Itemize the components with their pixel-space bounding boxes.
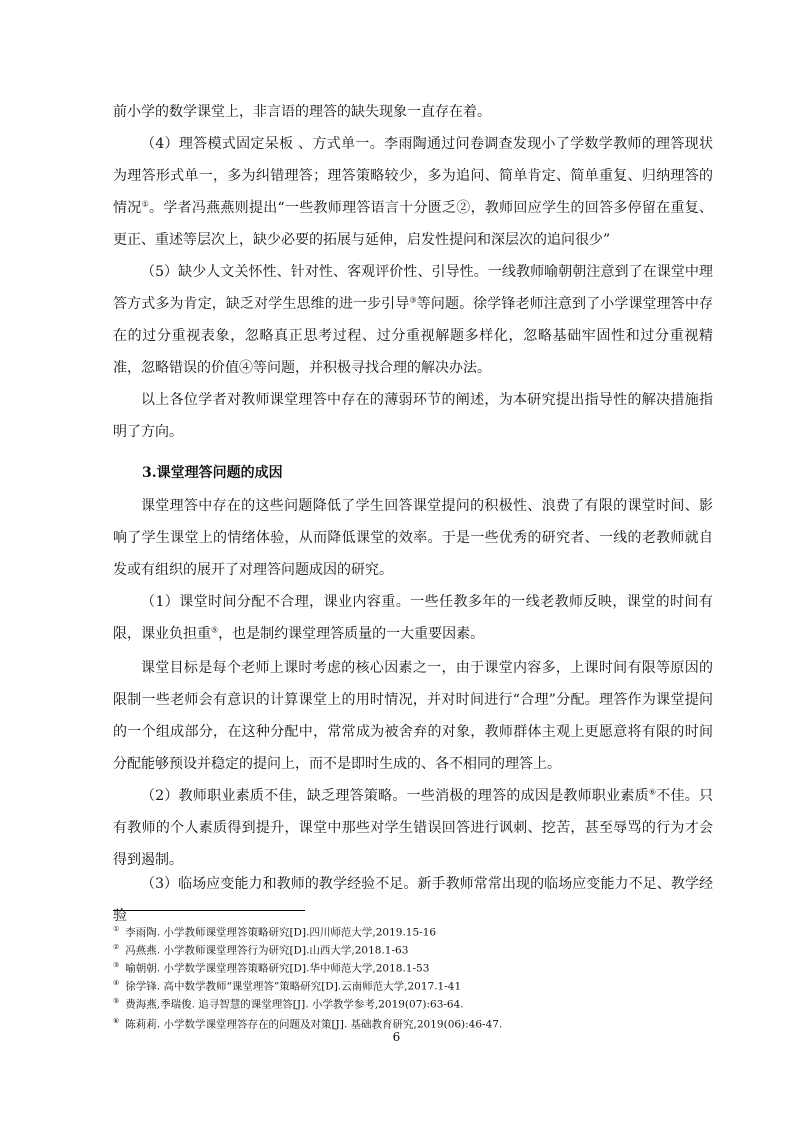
footnote-mark: ⑤ (113, 997, 120, 1005)
paragraph-text: 课堂目标是每个老师上课时考虑的核心因素之一，由于课堂内容多，上课时间有限等原因的限制一些老师会有意识的计算课堂上的用时情况，并对时间进行“合理”分配。理答作为课堂提问的一个组成部分，在这种分配中，常常成为被舍弃的对象，教师群体主观上更愿意将有限的时间分配能够预设并稳定的提问上，而不是即时生成的、各不相同的理答上。 (113, 660, 713, 772)
footnote-text: 费海燕,季瑞俊. 追寻智慧的课堂理答[J]. 小学教学参考,2019(07):63-64. (125, 998, 464, 1011)
paragraph-text: 。学者冯燕燕则提出“一些教师理答语言十分匮乏②，教师回应学生的回答多停留在重复、更正、重述等层次上，缺少必要的拓展与延伸，启发性提问和深层次的追问很少” (113, 200, 714, 248)
footnote-reference[interactable]: ⑤ (211, 625, 219, 635)
paragraph-text: ，也是制约课堂理答质量的一大重要因素。 (218, 626, 485, 642)
paragraph-text: 以上各位学者对教师课堂理答中存在的薄弱环节的阐述，为本研究提出指导性的解决措施指明了方向。 (113, 392, 713, 440)
body-paragraph (113, 490, 713, 586)
body-paragraph (113, 96, 713, 128)
footnote-reference[interactable]: ③ (409, 295, 417, 305)
body-paragraph (113, 652, 713, 780)
footnote-reference[interactable]: ⑥ (648, 787, 657, 797)
footnote-text: 徐学锋. 高中数学教师“课堂理答”策略研究[D].云南师范大学,2017.1-41 (125, 980, 462, 993)
paragraph-text: （2）教师职业素质不佳，缺乏理答策略。一些消极的理答的成因是教师职业素质 (141, 788, 649, 804)
footnote-mark: ④ (113, 979, 120, 987)
paragraph-text: （3）临场应变能力和教师的教学经验不足。新手教师常常出现的临场应变能力不足、教学经验 (113, 876, 713, 924)
footnote (113, 992, 464, 1014)
paragraph-text: 前小学的数学课堂上，非言语的理答的缺失现象一直存在着。 (113, 104, 491, 120)
section-heading: 3.课堂理答问题的成因 (142, 465, 283, 481)
footnote-mark: ⑥ (113, 1017, 120, 1025)
footnote-text: 冯燕燕. 小学教师课堂理答行为研究[D].山西大学,2018.1-63 (125, 944, 409, 957)
footnote-divider (113, 910, 305, 911)
body-paragraph (113, 128, 713, 256)
paragraph-text: （1）课堂时间分配不合理，课业内容重。一些任教多年的一线老教师反映，课堂的时间有限，课业负担重 (113, 594, 713, 642)
footnote-text: 喻朝朝. 小学数学课堂理答策略研究[D].华中师范大学,2018.1-53 (125, 962, 430, 975)
paragraph-text: （4）理答模式固定呆板 、方式单一。李雨陶通过问卷调查发现小了学数学教师的理答现状为理答形式单一，多为纠错理答；理答策略较少，多为追问、简单肯定、简单重复、归纳理答的情况 (113, 136, 713, 216)
paragraph-text: 不佳。只有教师的个人素质得到提升，课堂中那些对学生错误回答进行讽刺、挖苦，甚至辱骂的行为才会得到遏制。 (113, 788, 714, 868)
body-paragraph (113, 586, 713, 650)
footnote-reference[interactable]: ① (141, 199, 150, 209)
footnote-mark: ② (113, 943, 120, 951)
footnote-mark: ① (113, 925, 120, 933)
footnote-text: 陈莉莉. 小学数学课堂理答存在的问题及对策[J]. 基础教育研究,2019(06):46-47. (125, 1018, 503, 1031)
footnote-text: 李雨陶. 小学教师课堂理答策略研究[D].四川师范大学,2019.15-16 (125, 926, 437, 939)
paragraph-text: 课堂理答中存在的这些问题降低了学生回答课堂提问的积极性、浪费了有限的课堂时间、影响了学生课堂上的情绪体验，从而降低课堂的效率。于是一些优秀的研究者、一线的老教师就自发或有组织的展开了对理答问题成因的研究。 (113, 498, 713, 578)
body-paragraph (113, 256, 713, 384)
paragraph-text: 等问题。徐学锋老师注意到了小学课堂理答中存在的过分重视表象，忽略真正思考过程、过分重视解题多样化，忽略基础牢固性和过分重视精准，忽略错误的价值④等问题，并积极寻找合理的解决办法。 (113, 296, 714, 376)
page-number: 6 (392, 1030, 401, 1044)
body-paragraph (113, 384, 713, 448)
body-paragraph (113, 780, 713, 876)
paragraph-text: （5）缺少人文关怀性、针对性、客观评价性、引导性。一线教师喻朝朝注意到了在课堂中理答方式多为肯定，缺乏对学生思维的进一步引导 (113, 264, 713, 312)
footnote-mark: ③ (113, 961, 120, 969)
